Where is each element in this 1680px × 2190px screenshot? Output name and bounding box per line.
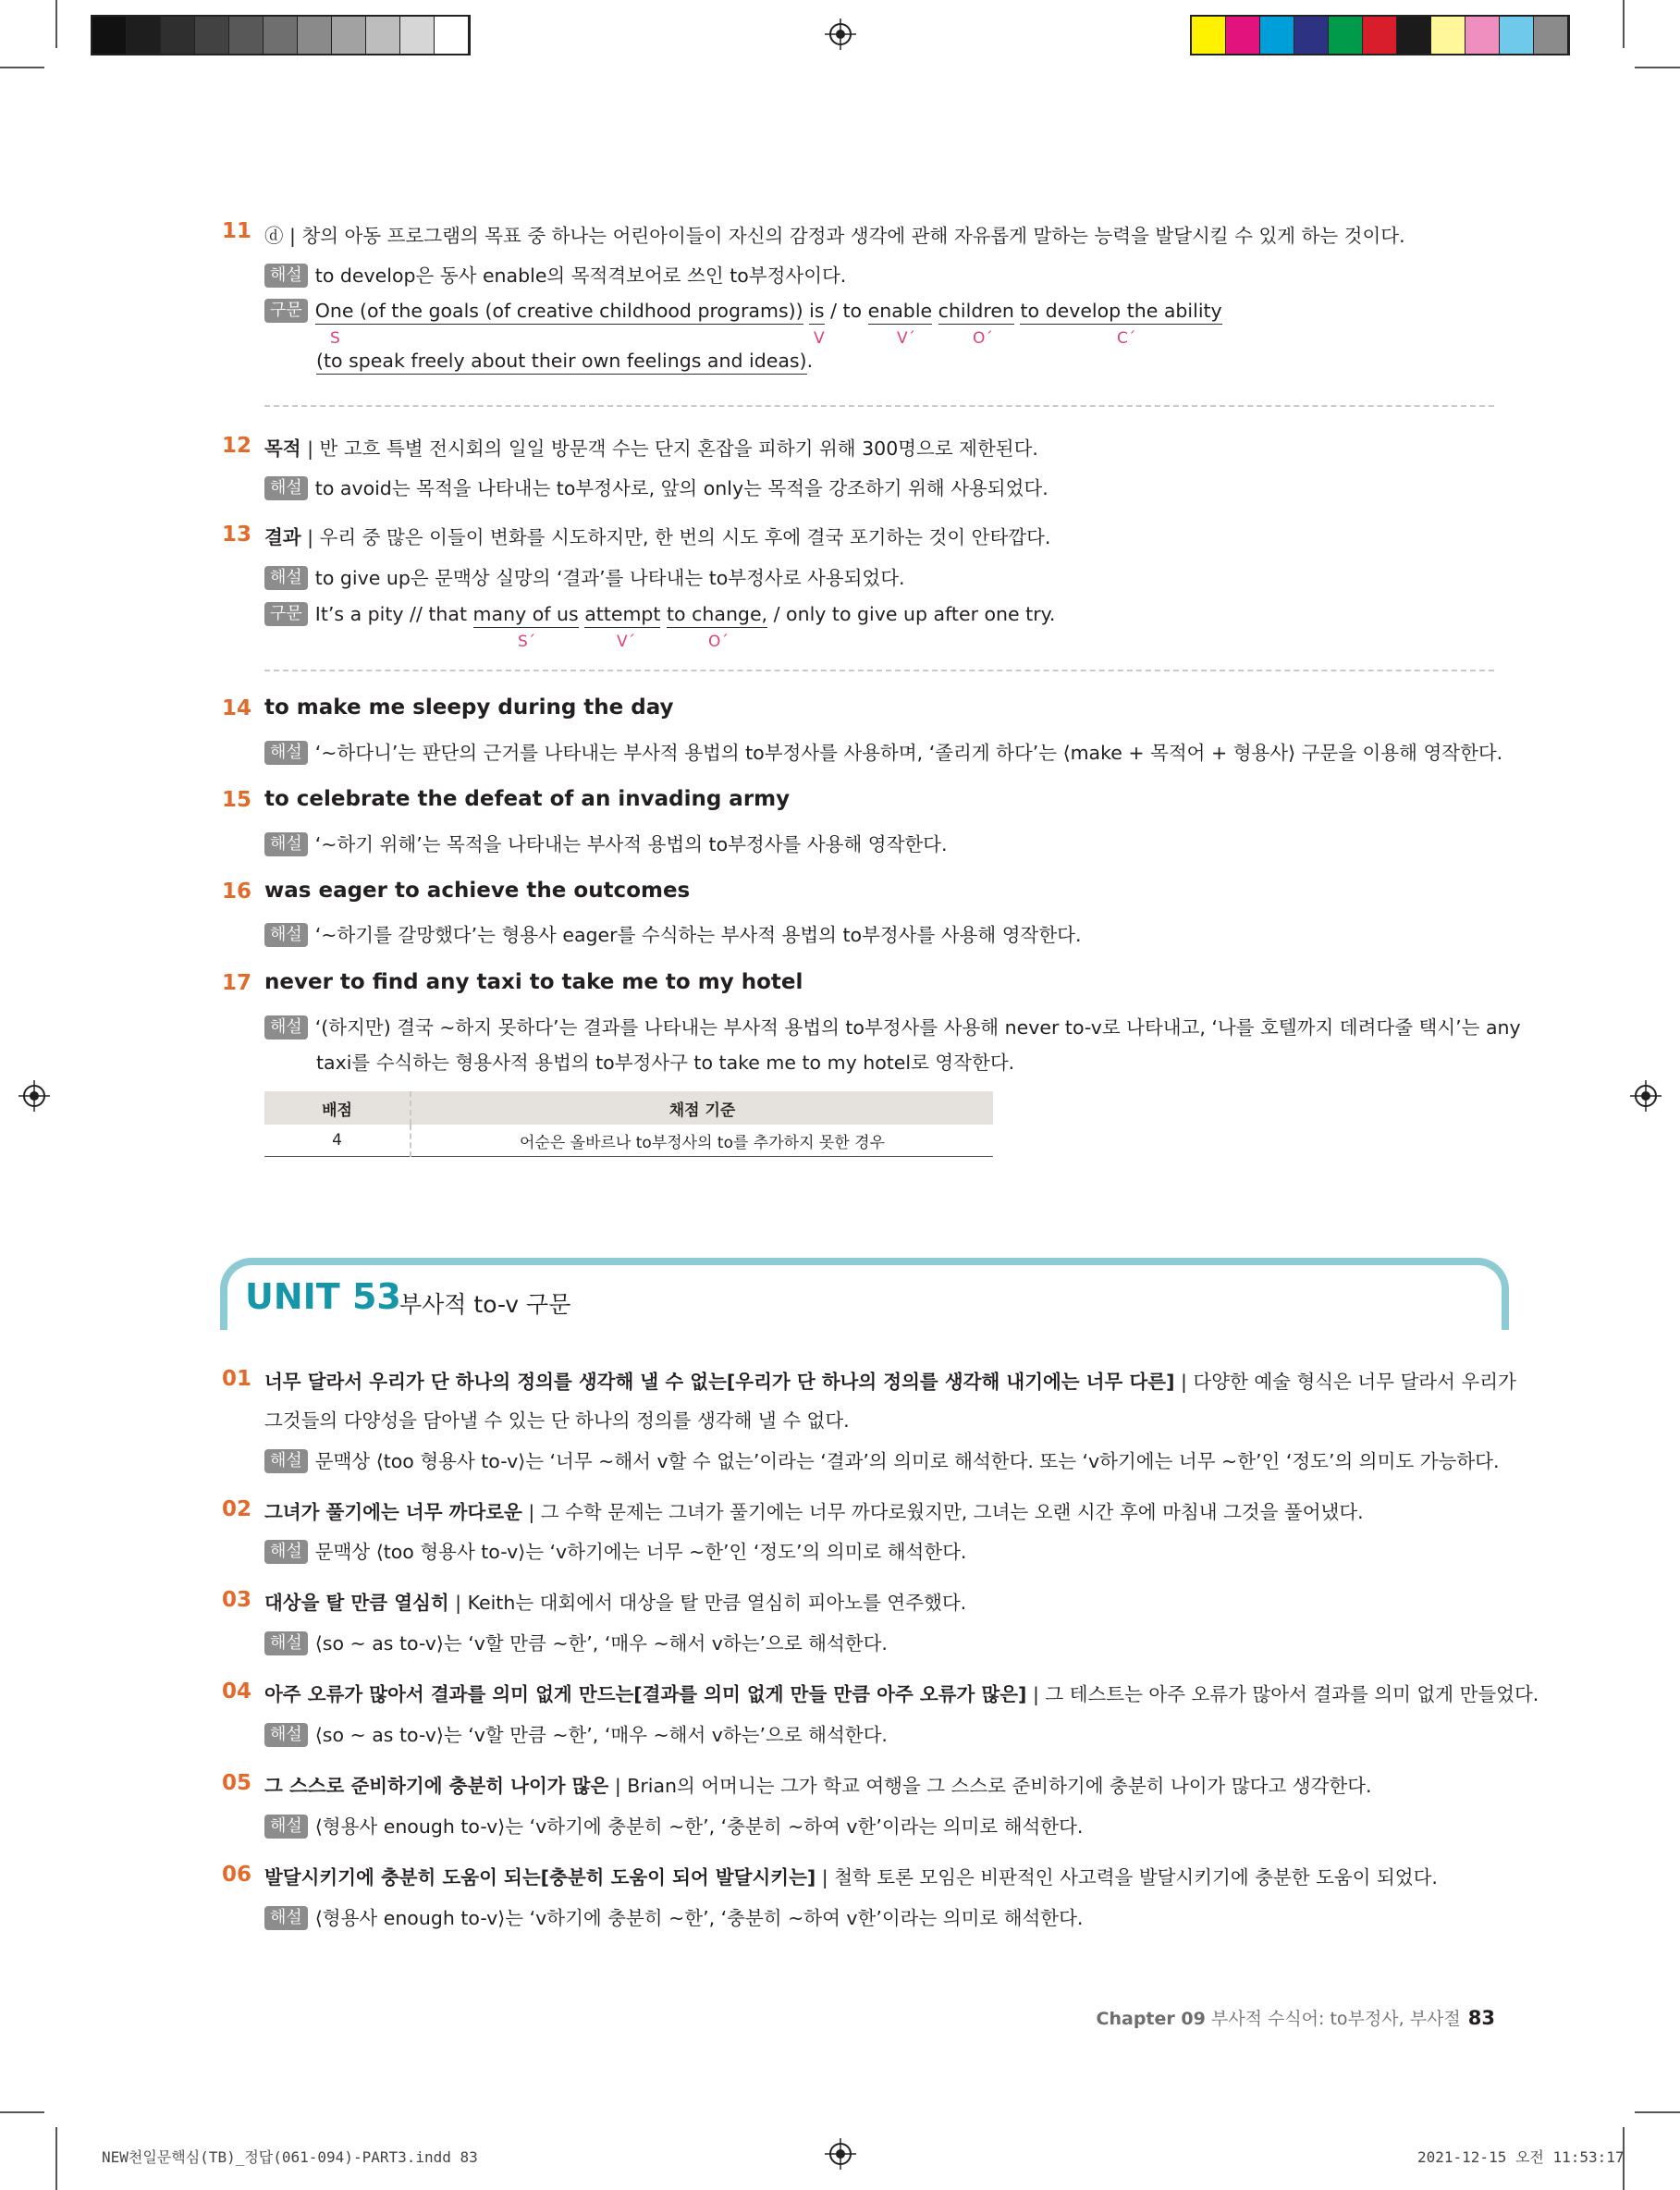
haeseol-badge: 해설 xyxy=(264,1540,308,1564)
explanation-text: 문맥상 ⟨too 형용사 to-v⟩는 ‘v하기에는 너무 ~한’인 ‘정도’의 의미로 해석한다. xyxy=(314,1541,967,1563)
item-translation xyxy=(264,1366,1516,1394)
explanation-line xyxy=(264,473,1048,500)
slug-filename: NEW천일문핵심(TB)_정답(061-094)-PART3.indd 83 xyxy=(102,2148,478,2166)
color-swatch xyxy=(1500,17,1534,54)
table-header: 채점 기준 xyxy=(411,1091,993,1125)
explanation-line xyxy=(264,562,905,590)
registration-mark-icon xyxy=(1630,1080,1662,1112)
explanation-text: ⟨형용사 enough to-v⟩는 ‘v하기에 충분히 ~한’, ‘충분히 ~하여 v한’이라는 의미로 해석한다. xyxy=(314,1907,1084,1929)
translation-text: | 그 테스트는 아주 오류가 많아서 결과를 의미 없게 만들었다. xyxy=(1026,1683,1539,1705)
haeseol-badge: 해설 xyxy=(264,1815,308,1839)
item-number: 12 xyxy=(222,434,252,458)
item-translation xyxy=(264,433,1038,461)
color-swatch xyxy=(298,17,332,54)
translation-text: | 철학 토론 모임은 비판적인 사고력을 발달시키기에 충분한 도움이 되었다. xyxy=(815,1866,1438,1889)
color-swatch xyxy=(1294,17,1329,54)
explanation-text: 문맥상 ⟨too 형용사 to-v⟩는 ‘너무 ~해서 v할 수 없는’이라는 ‘결과’의 의미로 해석한다. 또는 ‘v하기에는 너무 ~한’인 ‘정도’의 의미도 가능하다. xyxy=(314,1450,1500,1472)
color-swatch xyxy=(229,17,264,54)
haeseol-badge: 해설 xyxy=(264,1723,308,1747)
explanation-line xyxy=(264,1628,888,1655)
table-header: 배점 xyxy=(264,1091,411,1125)
explanation-text: ‘~하기를 갈망했다’는 형용사 eager를 수식하는 부사적 용법의 to부정사를 사용해 영작한다. xyxy=(314,924,1082,946)
translation-text: | Keith는 대회에서 대상을 탈 만큼 열심히 피아노를 연주했다. xyxy=(448,1592,967,1614)
color-swatch xyxy=(1363,17,1397,54)
color-swatch xyxy=(264,17,298,54)
explanation-text: ⟨so ~ as to-v⟩는 ‘v할 만큼 ~한’, ‘매우 ~해서 v하는’으로 해석한다. xyxy=(314,1632,888,1655)
item-number: 11 xyxy=(222,219,252,243)
table-header-row xyxy=(264,1091,993,1125)
item-answer: 그 스스로 준비하기에 충분히 나이가 많은 xyxy=(264,1775,609,1797)
item-translation xyxy=(264,1587,966,1615)
explanation-line xyxy=(264,1446,1499,1473)
item-answer: to make me sleepy during the day xyxy=(264,695,674,720)
explanation-line-cont: taxi를 수식하는 형용사적 용법의 to부정사구 to take me to my hotel로 영작한다. xyxy=(316,1052,1015,1074)
explanation-line xyxy=(264,829,948,856)
explanation-text: ‘~하다니’는 판단의 근거를 나타내는 부사적 용법의 to부정사를 사용하며, ‘졸리게 하다’는 ⟨make + 목적어 + 형용사⟩ 구문을 이용해 영작한다. xyxy=(314,742,1503,764)
item-number: 02 xyxy=(222,1497,252,1521)
item-number: 04 xyxy=(222,1679,252,1704)
color-swatch xyxy=(435,17,469,54)
crop-mark xyxy=(55,2127,57,2190)
struct-subject: One (of the goals (of creative childhood programs)) xyxy=(315,300,803,325)
table-row xyxy=(264,1125,993,1157)
struct-verb2: enable xyxy=(868,300,933,325)
struct-object2: children xyxy=(938,300,1014,325)
haeseol-badge: 해설 xyxy=(264,1906,308,1930)
chapter-label: Chapter 09 xyxy=(1096,2009,1206,2029)
struct-modifier: (to speak freely about their own feelings and ideas) xyxy=(316,350,807,375)
item-number: 17 xyxy=(222,971,252,995)
translation-text: | 다양한 예술 형식은 너무 달라서 우리가 xyxy=(1174,1371,1516,1393)
color-swatch xyxy=(92,17,127,54)
explanation-text: ⟨so ~ as to-v⟩는 ‘v할 만큼 ~한’, ‘매우 ~해서 v하는’으로 해석한다. xyxy=(314,1724,888,1746)
struct-complement2: to develop the ability xyxy=(1020,300,1221,325)
item-number: 05 xyxy=(222,1771,252,1795)
divider xyxy=(264,405,1494,407)
item-answer: never to find any taxi to take me to my hotel xyxy=(264,970,803,994)
item-answer: was eager to achieve the outcomes xyxy=(264,879,691,903)
item-translation-cont: 그것들의 다양성을 담아낼 수 있는 단 하나의 정의를 생각해 낼 수 없다. xyxy=(264,1409,850,1432)
color-swatch xyxy=(1431,17,1465,54)
running-footer xyxy=(1097,2005,1495,2030)
structure-line-cont xyxy=(316,350,813,372)
item-translation xyxy=(264,1862,1438,1889)
struct-object: to change, xyxy=(667,603,767,628)
item-translation xyxy=(264,1679,1539,1706)
item-answer: 발달시키기에 충분히 도움이 되는[충분히 도움이 되어 발달시키는] xyxy=(264,1866,816,1889)
struct-period: . xyxy=(806,350,814,372)
color-swatch xyxy=(1397,17,1431,54)
item-number: 01 xyxy=(222,1367,252,1391)
haeseol-badge: 해설 xyxy=(264,832,308,856)
haeseol-badge: 해설 xyxy=(264,1631,308,1655)
item-answer: 결과 xyxy=(264,526,301,548)
gloss-v: V´ xyxy=(617,633,636,651)
item-number: 14 xyxy=(222,696,252,720)
item-answer: 목적 xyxy=(264,437,301,460)
gloss-o: O´ xyxy=(708,633,729,651)
struct-subject: many of us xyxy=(473,603,579,628)
unit-subtitle: 부사적 to-v 구문 xyxy=(399,1291,571,1318)
unit-title: UNIT 53 xyxy=(245,1276,401,1317)
gumun-badge: 구문 xyxy=(264,602,308,626)
item-translation: ⓓ | 창의 아동 프로그램의 목표 중 하나는 어린아이들이 자신의 감정과 생각에 관해 자유롭게 말하는 능력을 발달시킬 수 있게 하는 것이다. xyxy=(264,225,1405,247)
struct-text: / only to give up after one try. xyxy=(773,603,1056,625)
process-color-bar xyxy=(1190,15,1570,55)
registration-mark-icon xyxy=(825,18,856,50)
item-answer: 대상을 탈 만큼 열심히 xyxy=(264,1592,449,1614)
gloss-s: S xyxy=(330,329,340,348)
item-answer: 너무 달라서 우리가 단 하나의 정의를 생각해 낼 수 없는[우리가 단 하나의 정의를 생각해 내기에는 너무 다른] xyxy=(264,1371,1175,1393)
explanation-text: to give up은 문맥상 실망의 ‘결과’를 나타내는 to부정사로 사용되었다. xyxy=(314,567,905,589)
structure-line xyxy=(264,602,1055,626)
gloss-c2: C´ xyxy=(1117,329,1136,348)
haeseol-badge: 해설 xyxy=(264,264,308,288)
registration-mark-icon xyxy=(18,1080,50,1112)
gloss-v2: V´ xyxy=(897,329,916,348)
crop-mark xyxy=(1635,67,1680,68)
struct-verb: is xyxy=(809,300,824,325)
scoring-table xyxy=(264,1091,993,1157)
item-number: 03 xyxy=(222,1588,252,1612)
gumun-badge: 구문 xyxy=(264,299,308,323)
color-swatch xyxy=(366,17,400,54)
color-swatch xyxy=(1226,17,1260,54)
explanation-line xyxy=(264,1719,888,1747)
explanation-line xyxy=(264,260,846,288)
item-number: 06 xyxy=(222,1863,252,1887)
item-answer: 그녀가 풀기에는 너무 까다로운 xyxy=(264,1501,522,1523)
struct-verb: attempt xyxy=(584,603,660,628)
slug-date: 2021-12-15 오전 11:53:17 xyxy=(1417,2148,1625,2166)
haeseol-badge: 해설 xyxy=(264,566,308,590)
haeseol-badge: 해설 xyxy=(264,1015,308,1040)
color-swatch xyxy=(1329,17,1363,54)
color-swatch xyxy=(1260,17,1294,54)
explanation-line xyxy=(264,1536,966,1564)
crop-mark xyxy=(1635,2111,1680,2113)
item-answer: 아주 오류가 많아서 결과를 의미 없게 만드는[결과를 의미 없게 만들 만큼 아주 오류가 많은] xyxy=(264,1683,1027,1705)
haeseol-badge: 해설 xyxy=(264,923,308,947)
translation-text: | 그 수학 문제는 그녀가 풀기에는 너무 까다로웠지만, 그녀는 오랜 시간 후에 마침내 그것을 풀어냈다. xyxy=(521,1501,1364,1523)
explanation-text: ⟨형용사 enough to-v⟩는 ‘v하기에 충분히 ~한’, ‘충분히 ~하여 v한’이라는 의미로 해석한다. xyxy=(314,1815,1084,1838)
color-swatch xyxy=(1465,17,1500,54)
item-translation xyxy=(264,1496,1364,1524)
color-swatch xyxy=(332,17,366,54)
color-swatch xyxy=(1192,17,1226,54)
item-number: 15 xyxy=(222,788,252,812)
chapter-title: 부사적 수식어: to부정사, 부사절 xyxy=(1205,2009,1461,2029)
crop-mark xyxy=(1623,0,1625,48)
item-number: 13 xyxy=(222,523,252,547)
explanation-line xyxy=(264,1902,1083,1930)
gloss-v: V xyxy=(814,329,825,348)
registration-mark-icon xyxy=(825,2138,856,2170)
translation-text: | 반 고흐 특별 전시회의 일일 방문객 수는 단지 혼잡을 피하기 위해 300명으로 제한된다. xyxy=(300,437,1038,460)
translation-text: | Brian의 어머니는 그가 학교 여행을 그 스스로 준비하기에 충분히 나이가 많다고 생각한다. xyxy=(608,1775,1372,1797)
crop-mark xyxy=(0,67,44,68)
color-swatch xyxy=(400,17,435,54)
item-answer: to celebrate the defeat of an invading army xyxy=(264,787,791,811)
haeseol-badge: 해설 xyxy=(264,476,308,500)
color-swatch xyxy=(161,17,195,54)
translation-text: | 우리 중 많은 이들이 변화를 시도하지만, 한 번의 시도 후에 결국 포기하는 것이 안타깝다. xyxy=(300,526,1051,548)
explanation-text: ‘~하기 위해’는 목적을 나타내는 부사적 용법의 to부정사를 사용해 영작한다. xyxy=(314,833,948,855)
structure-line xyxy=(264,299,1222,323)
explanation-line xyxy=(264,1811,1083,1839)
haeseol-badge: 해설 xyxy=(264,1449,308,1473)
table-cell: 어순은 올바르나 to부정사의 to를 추가하지 못한 경우 xyxy=(411,1125,993,1157)
explanation-line xyxy=(264,737,1502,765)
struct-text: It’s a pity // that xyxy=(314,603,468,625)
divider xyxy=(264,670,1494,671)
item-number: 16 xyxy=(222,880,252,904)
struct-text: / to xyxy=(830,300,863,322)
explanation-text: ‘(하지만) 결국 ~하지 못하다’는 결과를 나타내는 부사적 용법의 to부정사를 사용해 never to-v로 나타내고, ‘나를 호텔까지 데려다줄 택시’는 any xyxy=(314,1016,1521,1039)
haeseol-badge: 해설 xyxy=(264,741,308,765)
crop-mark xyxy=(55,0,57,48)
item-translation xyxy=(264,522,1050,549)
explanation-text: to develop은 동사 enable의 목적격보어로 쓰인 to부정사이다. xyxy=(314,265,847,287)
color-swatch xyxy=(195,17,229,54)
color-swatch xyxy=(127,17,161,54)
table-cell: 4 xyxy=(264,1125,411,1157)
color-swatch xyxy=(1534,17,1568,54)
explanation-text: to avoid는 목적을 나타내는 to부정사로, 앞의 only는 목적을 강조하기 위해 사용되었다. xyxy=(314,477,1048,499)
page-number: 83 xyxy=(1467,2007,1495,2029)
grayscale-color-bar xyxy=(91,15,471,55)
gloss-s: S´ xyxy=(518,633,536,651)
gloss-o2: O´ xyxy=(973,329,993,348)
explanation-line xyxy=(264,1012,1521,1040)
item-translation xyxy=(264,1770,1372,1798)
explanation-line xyxy=(264,919,1081,947)
crop-mark xyxy=(0,2111,44,2113)
